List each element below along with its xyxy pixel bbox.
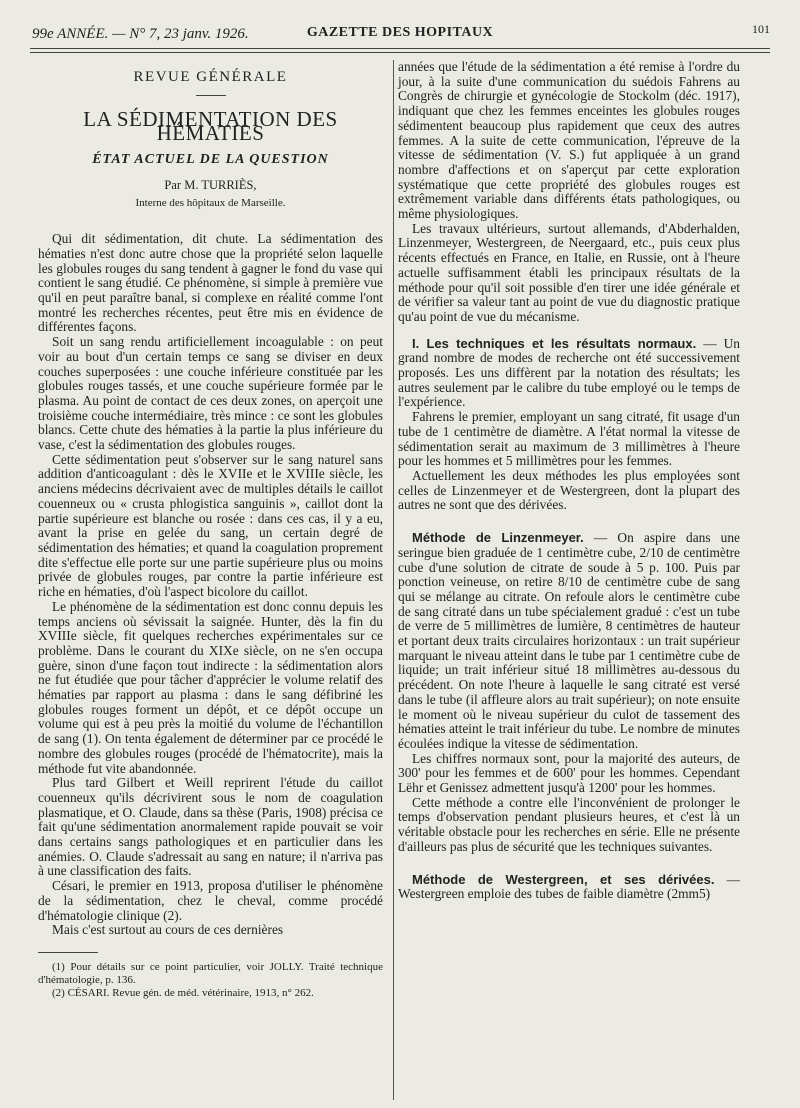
body-paragraph: Césari, le premier en 1913, proposa d'utiliser le phénomène de la sédimentation, chez le cheval, comme procédé d'hématologie clinique (2). — [38, 878, 383, 923]
article-subtitle: ÉTAT ACTUEL DE LA QUESTION — [92, 152, 329, 168]
method-heading: Méthode de Westergreen, et ses dérivées. — [412, 871, 715, 887]
method-paragraph — [398, 873, 740, 902]
section-paragraph — [398, 337, 740, 411]
body-paragraph: Plus tard Gilbert et Weill reprirent l'étude du caillot couenneux qu'ils décrivirent sous le nom de coagulation plasmatique, et O. Claude, dans sa thèse (Paris, 1908) précisa ce fait qu'une sédimentation anormalement rapide pouvait se voir dans certains sangs pathologiques et en particulier dans les anémies. O. Claude s'adressait au sang en nature; il n'arriva pas à une classification des faits. — [38, 775, 383, 879]
rubric-rule — [196, 95, 226, 96]
rubric: REVUE GÉNÉRALE — [133, 69, 288, 85]
section-lead: — Un grand nombre de modes de recherche ont été successivement proposés. Les uns diffèrent par la notation des résultats; les autres seulement par le calibre du tube employé ou le temps de l'expérience. — [398, 335, 740, 410]
column-divider — [393, 60, 394, 1100]
header-rule-double — [30, 52, 770, 53]
method-lead: — On aspire dans une seringue bien graduée de 1 centimètre cube, 2/10 de centimètre cube d'une solution de citrate de soude à 5 p. 100. Puis par ponction veineuse, on retire 8/10 de centimètre cube de sang qui se mélange au citrate. On refoule alors le centimètre cube de sang citraté dans un tube spécialement gradué : c'est un tube de verre de 5 millimètres de lumière, 8 centimètres de hauteur et portant deux traits circulaires horizontaux : un trait supérieur marquant le niveau atteint dans le tube par 1 centimètre cube de liquide; un trait inférieur situé 18 millimètres au-dessous du précédent. On note l'heure à laquelle le sang citraté est versé dans le tube (il affleure alors au trait supérieur); on note ensuite le moment où le niveau supérieur du culot de tassement des hématies atteint le trait inférieur du tube. Le nombre de minutes écoulées indique la vitesse de sédimentation. — [398, 530, 740, 751]
body-paragraph: Les chiffres normaux sont, pour la majorité des auteurs, de 300' pour les femmes et de 600' pour les hommes. Cependant Lëhr et Genissez admettent jusqu'à 1200' pour les hommes. — [398, 750, 740, 796]
method-heading: Méthode de Linzenmeyer. — [412, 530, 584, 546]
right-column — [398, 60, 740, 902]
article-author: Par M. TURRIÈS, — [164, 177, 257, 192]
body-paragraph: Qui dit sédimentation, dit chute. La sédimentation des hématies n'est donc autre chose que la propriété selon laquelle les globules rouges du sang tendent à gagner le fond du vase qui contient le sang étudié. Ce phénomène, si simple à première vue qu'il en peut paraître banal, si complexe en réalité comme l'ont montré les recherches récentes, peut être mis en évidence de différentes façons. — [38, 231, 383, 335]
footnote: (2) CÉSARI. Revue gén. de méd. vétérinaire, 1913, n° 262. — [52, 986, 314, 999]
journal-name: GAZETTE DES HOPITAUX — [306, 25, 494, 40]
article-title: LA SÉDIMENTATION DES HÉMATIES — [83, 106, 338, 146]
footnote-rule — [38, 952, 98, 953]
body-paragraph: Fahrens le premier, employant un sang citraté, fit usage d'un tube de 1 centimètre de diamètre. A l'état normal la vitesse de sédimentation serait au maximum de 3 millimètres à l'heure pour les hommes et 5 millimètres pour les femmes. — [398, 409, 740, 469]
method-paragraph — [398, 531, 740, 752]
body-paragraph: Cette méthode a contre elle l'inconvénient de prolonger le temps d'observation pendant plusieurs heures, et c'est là un véritable obstacle pour les recherches en série. Elle ne présente d'ailleurs pas plus de sécurité que les techniques suivantes. — [398, 794, 740, 854]
body-paragraph: Mais c'est surtout au cours de ces dernières — [52, 922, 284, 938]
footnote: (1) Pour détails sur ce point particulier, voir JOLLY. Traité technique d'hématologie, p. 136. — [38, 960, 383, 986]
page-number: 101 — [752, 22, 770, 36]
body-paragraph: Cette sédimentation peut s'observer sur le sang naturel sans addition d'anticoagulant : dès le XVIIe et le XVIIIe siècle, les anciens médecins décrivaient avec de multiples détails le caillot couenneux ou « crusta phlogistica sanguinis », caillot dont la partie supérieure est blanche ou rosée : dans ces cas, il y a eu, avant la prise en gelée du sang, un certain degré de sédimentation des hématies; et quand la coagulation proprement dite s'effectue elle porte sur une partie supérieure plus ou moins privée de globules rouges, par contre la partie inférieure est riche en hématies, d'où l'aspect bicolore du caillot. — [38, 451, 383, 600]
issue-info: 99e ANNÉE. — N° 7, 23 janv. 1926. — [32, 26, 249, 42]
page-header — [0, 0, 800, 50]
header-rule — [30, 48, 770, 49]
body-paragraph: Soit un sang rendu artificiellement incoagulable : on peut voir au bout d'un certain temps ce sang se diviser en deux couches superposées : une couche inférieure constituée par les globules rouges tassés, et une couche supérieure formée par le plasma. Au point de contact de ces deux zones, on aperçoit une troisième couche intermédiaire, très mince : ce sont les globules blancs. Cette chute des hématies à la partie la plus inférieure du vase, c'est la sédimentation des globules rouges. — [38, 334, 383, 453]
author-affiliation: Interne des hôpitaux de Marseille. — [135, 196, 286, 209]
body-paragraph: Les travaux ultérieurs, surtout allemands, d'Abderhalden, Linzenmeyer, Westergreen, de Neergaard, etc., puis ceux plus récents effectués en France, en Italie, en Russie, ont à l'heure actuelle suffisamment établi les principaux résultats de la méthode pour qu'il soit possible d'en tirer une idée générale et de vérifier sa valeur tant au point de vue du diagnostic pratique qu'au point de vue du mécanisme. — [398, 220, 740, 324]
body-paragraph: Actuellement les deux méthodes les plus employées sont celles de Linzenmeyer et de Westergreen, dont la plupart des autres ne sont que des dérivées. — [398, 467, 740, 513]
section-heading: I. Les techniques et les résultats normaux. — [412, 335, 697, 351]
body-paragraph: années que l'étude de la sédimentation a été remise à l'ordre du jour, à la suite d'une communication du suédois Fahrens au Congrès de chirurgie et gynécologie de Stockolm (déc. 1917), indiquant que chez les femmes enceintes les globules rouges sédimentent beaucoup plus rapidement que ceux des autres femmes. A la suite de cette communication, l'épreuve de la vitesse de sédimentation (V. S.) fut appliquée à un grand nombre d'affections et on s'aperçut par cette exploration systématique que cette propriété des globules rouges est extrêmement variable dans différents états pathologiques, ou même physiologiques. — [398, 59, 740, 222]
method-lead: — Westergreen emploie des tubes de faible diamètre (2mm5) — [398, 871, 740, 902]
body-paragraph: Le phénomène de la sédimentation est donc connu depuis les temps anciens où sévissait la saignée. Hunter, dès la fin du XVIIIe siècle, fit quelques recherches expérimentales sur ce problème. Dans le courant du XIXe siècle, on ne s'en occupa guère, sinon d'une façon tout indirecte : la sédimentation alors ne fut étudiée que pour tâcher d'apprécier le volume relatif des hématies par rapport au plasma : dans le sang défibriné les globules rouges forment un dépôt, et ce dépôt occupe un volume qui est à peu près la moitié du volume de l'échantillon de sang (1). On tenta également de déterminer par ce procédé le nombre des globules rouges (procédé de l'hématocrite), mais la méthode fut vite abandonnée. — [38, 598, 383, 776]
left-column — [38, 60, 383, 1000]
